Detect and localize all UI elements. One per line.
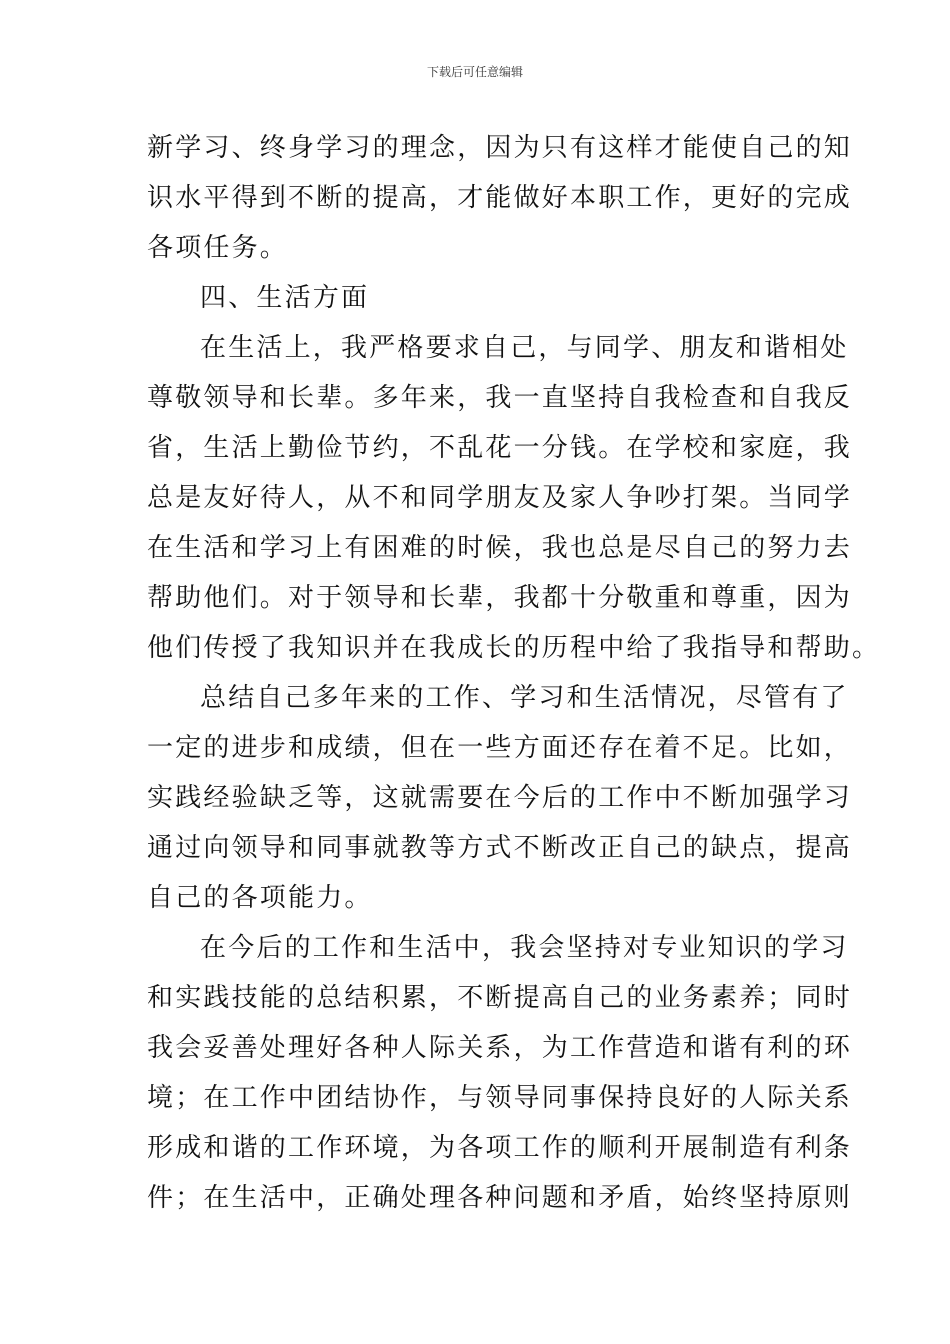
text-line: 在今后的工作和生活中，我会坚持对专业知识的学习 xyxy=(200,933,849,963)
text-line: 在生活上，我严格要求自己，与同学、朋友和谐相处 xyxy=(200,333,849,363)
text-line: 总结自己多年来的工作、学习和生活情况，尽管有了 xyxy=(200,683,849,713)
text-line: 实践经验缺乏等，这就需要在今后的工作中不断加强学习 xyxy=(147,783,853,813)
text-line: 尊敬领导和长辈。多年来，我一直坚持自我检查和自我反 xyxy=(147,383,853,413)
text-line: 件；在生活中，正确处理各种问题和矛盾，始终坚持原则 xyxy=(147,1183,853,1213)
text-line: 通过向领导和同事就教等方式不断改正自己的缺点，提高 xyxy=(147,833,853,863)
text-line: 和实践技能的总结积累，不断提高自己的业务素养；同时 xyxy=(147,983,853,1013)
text-line: 各项任务。 xyxy=(147,233,289,263)
text-line: 自己的各项能力。 xyxy=(147,883,373,913)
page-header: 下载后可任意编辑 xyxy=(426,65,523,79)
text-line: 识水平得到不断的提高，才能做好本职工作，更好的完成 xyxy=(147,183,853,213)
text-line: 我会妥善处理好各种人际关系，为工作营造和谐有利的环 xyxy=(147,1033,853,1063)
text-line: 境；在工作中团结协作，与领导同事保持良好的人际关系 xyxy=(147,1083,853,1113)
text-line: 总是友好待人，从不和同学朋友及家人争吵打架。当同学 xyxy=(147,483,853,513)
text-line: 一定的进步和成绩，但在一些方面还存在着不足。比如， xyxy=(147,733,853,763)
text-line: 省，生活上勤俭节约，不乱花一分钱。在学校和家庭，我 xyxy=(147,433,853,463)
text-line: 在生活和学习上有困难的时候，我也总是尽自己的努力去 xyxy=(147,533,853,563)
section-heading: 四、生活方面 xyxy=(200,283,370,313)
text-line: 帮助他们。对于领导和长辈，我都十分敬重和尊重，因为 xyxy=(147,583,853,613)
text-line: 形成和谐的工作环境，为各项工作的顺利开展制造有利条 xyxy=(147,1133,853,1163)
text-line: 新学习、终身学习的理念，因为只有这样才能使自己的知 xyxy=(147,133,853,163)
text-line: 他们传授了我知识并在我成长的历程中给了我指导和帮助。 xyxy=(147,633,881,663)
